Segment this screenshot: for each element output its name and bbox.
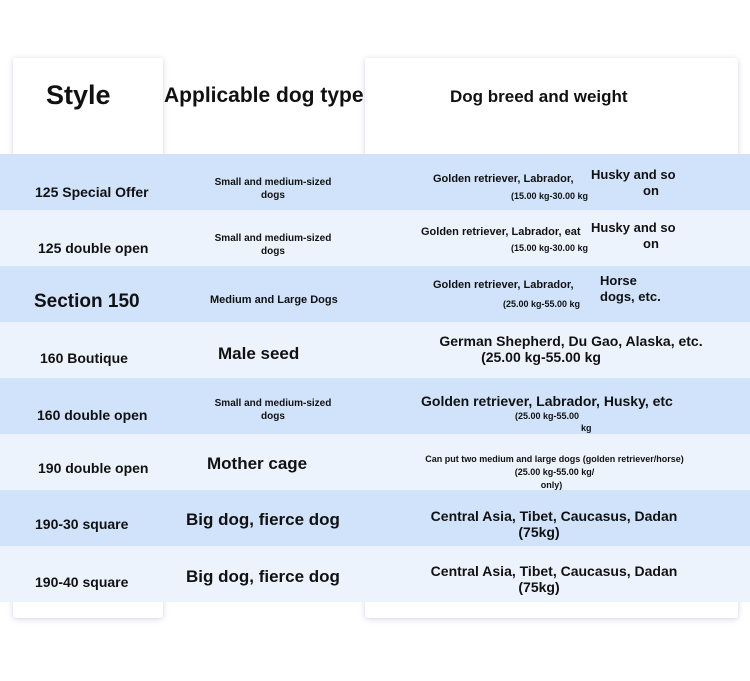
breed-cell: Golden retriever, Labrador, eat (421, 226, 581, 238)
style-cell: 190-40 square (35, 574, 129, 590)
dog-type-cell: Small and medium-sized dogs (214, 398, 332, 422)
breed-cell: Central Asia, Tibet, Caucasus, Dadan (75kg) (430, 508, 678, 540)
style-cell: 160 double open (37, 407, 148, 423)
header-style: Style (46, 80, 111, 110)
weight-cell: (15.00 kg-30.00 kg (511, 191, 589, 201)
breed-cell: German Shepherd, Du Gao, Alaska, etc. (25.00 kg-55.00 kg (439, 333, 703, 365)
breed-extra: Husky and so on (591, 167, 676, 198)
style-cell: 125 double open (38, 240, 149, 256)
dog-type-cell: Mother cage (207, 454, 308, 473)
weight-cell: (15.00 kg-30.00 kg (511, 243, 589, 253)
header-breed-weight: Dog breed and weight (450, 87, 628, 106)
style-cell: 190-30 square (35, 516, 129, 532)
breed-extra: Horse dogs, etc. (600, 273, 661, 304)
header-dog-type: Applicable dog type (164, 84, 364, 107)
weight-cell: (25.00 kg-55.00 kg (515, 411, 592, 433)
weight-cell: (25.00 kg-55.00 kg (503, 299, 581, 309)
dog-type-cell: Big dog, fierce dog (186, 510, 340, 529)
style-cell: 190 double open (38, 460, 149, 476)
breed-cell: Golden retriever, Labrador, (433, 173, 574, 185)
dog-type-cell: Male seed (218, 344, 300, 363)
breed-cell: Central Asia, Tibet, Caucasus, Dadan (75kg) (430, 563, 678, 595)
style-cell: 125 Special Offer (35, 184, 149, 200)
style-cell: 160 Boutique (40, 350, 128, 366)
style-cell: Section 150 (34, 291, 140, 312)
breed-extra: Husky and so on (591, 220, 676, 251)
dog-type-cell: Small and medium-sized dogs (214, 177, 332, 201)
breed-cell: Golden retriever, Labrador, Husky, etc (421, 393, 673, 409)
dog-type-cell: Big dog, fierce dog (186, 567, 340, 586)
breed-cell: Can put two medium and large dogs (golden retriever/horse) (25.00 kg-55.00 kg/ only) (425, 454, 684, 490)
dog-type-cell: Small and medium-sized dogs (214, 233, 332, 257)
breed-cell: Golden retriever, Labrador, (433, 279, 574, 291)
dog-type-cell: Medium and Large Dogs (210, 294, 338, 306)
